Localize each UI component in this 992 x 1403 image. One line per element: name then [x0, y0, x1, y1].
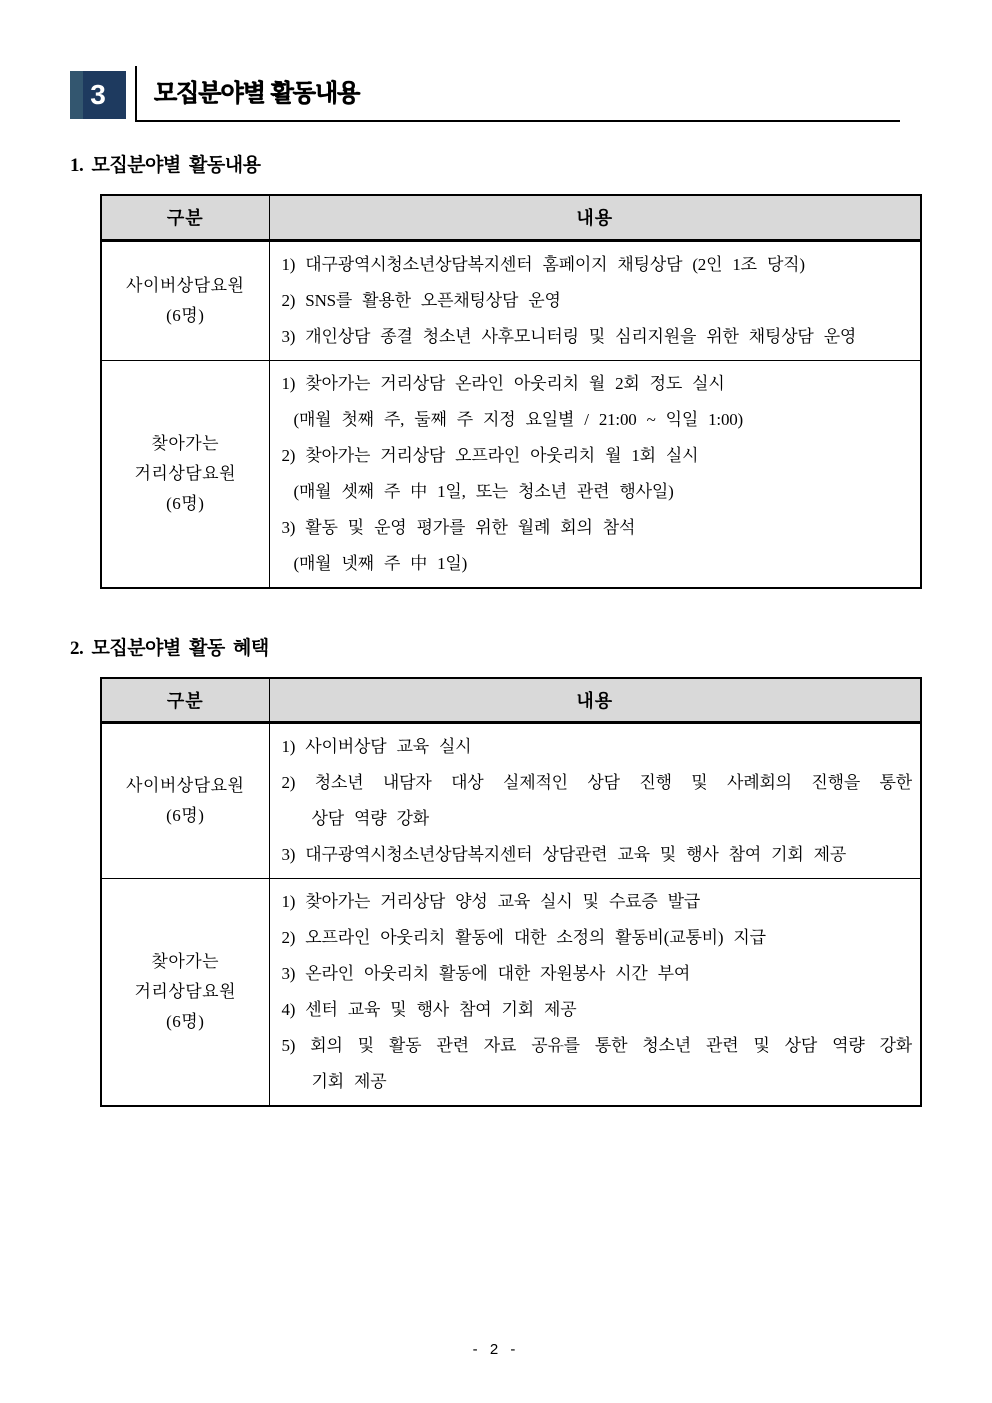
- content-line: 2) SNS를 활용한 오픈채팅상담 운영: [281, 290, 561, 310]
- content-line: 5) 회의 및 활동 관련 자료 공유를 통한 청소년 관련 및 상담 역량 강화: [281, 1036, 912, 1055]
- content-line: 1) 찾아가는 거리상담 양성 교육 실시 및 수료증 발급: [281, 892, 701, 911]
- category-name: 거리상담요원: [134, 463, 237, 483]
- content-line: (매월 넷째 주 中 1일): [293, 553, 468, 573]
- category-cell: [101, 240, 269, 360]
- content-line: 2) 청소년 내담자 대상 실제적인 상담 진행 및 사례회의 진행을 통한: [281, 773, 912, 792]
- table-row: [101, 240, 921, 360]
- category-count: (6명): [166, 493, 205, 513]
- section-number-badge: 3: [70, 71, 126, 119]
- section-banner-rule: [135, 66, 900, 122]
- content-line: 3) 대구광역시청소년상담복지센터 상담관련 교육 및 행사 참여 기회 제공: [281, 845, 847, 864]
- section-2-heading: 2. 모집분야별 활동 혜택: [70, 637, 269, 659]
- category-name: 찾아가는: [151, 952, 220, 971]
- category-name: 찾아가는: [151, 433, 220, 453]
- content-line: 4) 센터 교육 및 행사 참여 기회 제공: [281, 1000, 577, 1019]
- category-cell: [101, 360, 269, 588]
- content-line: 기회 제공: [311, 1072, 387, 1091]
- content-line: (매월 첫째 주, 둘째 주 지정 요일별 / 21:00 ~ 익일 1:00): [293, 409, 744, 429]
- activities-table: [100, 194, 922, 589]
- col-header-category: 구분: [101, 678, 269, 723]
- category-name: 사이버상담요원: [126, 776, 245, 795]
- category-cell: [101, 723, 269, 879]
- section-banner: [70, 66, 922, 122]
- table-header-row: [101, 195, 921, 240]
- benefits-table: [100, 677, 922, 1108]
- section-banner-title: 모집분야별 활동내용: [154, 79, 360, 107]
- col-header-category: 구분: [101, 195, 269, 240]
- content-line: 1) 찾아가는 거리상담 온라인 아웃리치 월 2회 정도 실시: [281, 373, 725, 393]
- content-line: 1) 사이버상담 교육 실시: [281, 737, 472, 756]
- page-number: - 2 -: [472, 1341, 520, 1358]
- content-cell: [269, 240, 921, 360]
- category-count: (6명): [166, 305, 205, 325]
- col-header-content: 내용: [269, 195, 921, 240]
- content-line: 3) 개인상담 종결 청소년 사후모니터링 및 심리지원을 위한 채팅상담 운영: [281, 326, 857, 346]
- content-cell: [269, 360, 921, 588]
- col-header-content: 내용: [269, 678, 921, 723]
- category-name: 거리상담요원: [134, 982, 237, 1001]
- content-line: 상담 역량 강화: [311, 809, 429, 828]
- table-row: [101, 360, 921, 588]
- section-1-heading: 1. 모집분야별 활동내용: [70, 155, 261, 176]
- content-line: 1) 대구광역시청소년상담복지센터 홈페이지 채팅상담 (2인 1조 당직): [281, 254, 805, 274]
- content-cell: [269, 723, 921, 879]
- content-line: 3) 활동 및 운영 평가를 위한 월례 회의 참석: [281, 517, 636, 537]
- category-count: (6명): [166, 806, 205, 825]
- category-count: (6명): [166, 1012, 205, 1031]
- content-line: 2) 찾아가는 거리상담 오프라인 아웃리치 월 1회 실시: [281, 445, 699, 465]
- category-name: 사이버상담요원: [126, 275, 245, 295]
- category-cell: [101, 879, 269, 1107]
- table-row: [101, 723, 921, 879]
- content-line: (매월 셋째 주 中 1일, 또는 청소년 관련 행사일): [293, 481, 674, 501]
- table-row: [101, 879, 921, 1107]
- content-line: 3) 온라인 아웃리치 활동에 대한 자원봉사 시간 부여: [281, 964, 691, 983]
- content-cell: [269, 879, 921, 1107]
- content-line: 2) 오프라인 아웃리치 활동에 대한 소정의 활동비(교통비) 지급: [281, 928, 766, 947]
- table-header-row: [101, 678, 921, 723]
